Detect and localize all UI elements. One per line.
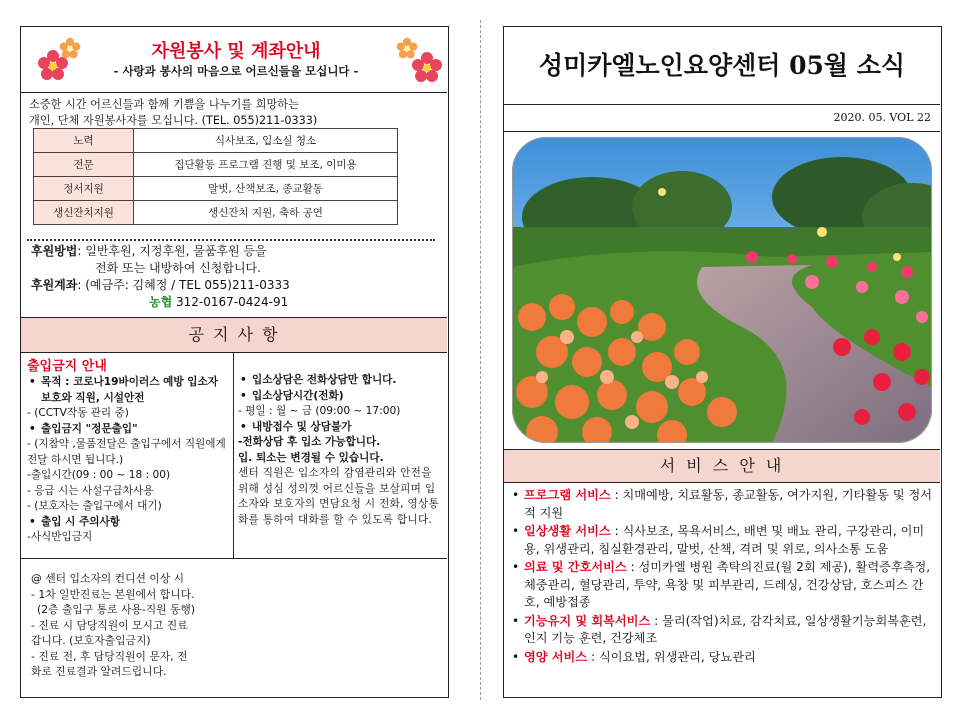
list-item: - (CCTV작동 관리 중) bbox=[27, 407, 129, 419]
notice-bottom: @ 센터 입소자의 컨디션 이상 시 - 1차 일반진료는 본원에서 합니다. (2층 출입구 통로 사용-직원 동행) - 진료 시 담당직원이 모시고 진료 갑니다. (보호자출입금지) - 진료 전, 후 담당직원이 문자, 전 화로 진료결과 알려드립니다. bbox=[31, 572, 196, 678]
list-item: • 입소상담은 전화상담만 합니다. bbox=[238, 373, 441, 389]
table-cell-desc: 식사보조, 입소실 청소 bbox=[134, 129, 398, 153]
notice-title: 공 지 사 항 bbox=[188, 325, 280, 344]
list-item: - 평일 : 월 ~ 금 (09:00 ~ 17:00) bbox=[238, 405, 401, 417]
right-panel bbox=[503, 26, 942, 698]
flower-icon bbox=[59, 37, 81, 59]
table-cell-type: 생신잔치지원 bbox=[34, 201, 134, 225]
list-item: -사식반입금지 bbox=[27, 531, 93, 543]
volunteer-table bbox=[33, 128, 398, 225]
list-item: • 출입금지 "정문출입" bbox=[27, 422, 227, 438]
table-cell-desc: 생신잔치 지원, 축하 공연 bbox=[134, 201, 398, 225]
notice-col-right bbox=[234, 353, 447, 559]
volunteer-header bbox=[21, 27, 447, 93]
issue-info: 2020. 05. VOL 22 bbox=[833, 111, 931, 124]
notice-title-bar bbox=[21, 317, 447, 353]
services-title: 서 비 스 안 내 bbox=[659, 456, 785, 475]
list-item: • 목적 : 코로나19바이러스 예방 입소자 보호와 직원, 시설안전 bbox=[27, 375, 227, 406]
volunteer-subtitle: - 사랑과 봉사의 마음으로 어르신들을 모십니다 - bbox=[113, 64, 359, 78]
list-item: • 내방접수 및 상담불가 bbox=[238, 420, 441, 436]
table-row bbox=[34, 201, 398, 225]
volunteer-intro: 소중한 시간 어르신들과 함께 기쁨을 나누기를 희망하는 개인, 단체 자원봉사자를 모십니다. (TEL. 055)211-0333) bbox=[29, 98, 318, 127]
fold-line bbox=[480, 20, 481, 700]
services-title-bar bbox=[504, 449, 940, 483]
list-item: • 영양 서비스 : 식이요법, 위생관리, 당뇨관리 bbox=[510, 649, 934, 667]
rose-garden-photo bbox=[512, 137, 932, 443]
notice-col-left bbox=[21, 353, 234, 559]
list-item: - (지참약 ,물품전달은 출입구에서 직원에게 전달 하시면 됩니다.) bbox=[27, 438, 226, 466]
table-cell-type: 전문 bbox=[34, 153, 134, 177]
list-item: -출입시간(09 : 00 ~ 18 : 00) bbox=[27, 469, 171, 481]
newsletter-title: 성미카엘노인요양센터 05월 소식 bbox=[504, 27, 940, 105]
list-item: - 응급 시는 사설구급차사용 bbox=[27, 484, 154, 497]
notice-body: 센터 직원은 입소자의 감염관리와 안전을 위해 성심 성의껏 어르신들을 보살피며 입소자와 보호자의 면담요청 시 전화, 영상통화를 통하여 대화를 할 수 있도록 합니다. bbox=[238, 467, 440, 526]
left-panel bbox=[20, 26, 449, 698]
donation-info: 후원방법: 일반후원, 지정후원, 물품후원 등을 전화 또는 내방하여 신청합니다. 후원계좌: (예금주: 김혜정 / TEL 055)211-0333 농협 312-0167-0424-91 bbox=[31, 244, 290, 309]
table-row bbox=[34, 129, 398, 153]
table-cell-desc: 말벗, 산책보조, 종교활동 bbox=[134, 177, 398, 201]
bank-name: 농협 bbox=[149, 295, 173, 309]
volunteer-title: 자원봉사 및 계좌안내 bbox=[151, 41, 321, 62]
entry-ban-heading: 출입금지 안내 bbox=[27, 359, 107, 374]
list-item: • 의료 및 간호서비스 : 성미카엘 병원 촉탁의진료(월 2회 제공), 활력증후측정, 체중관리, 혈당관리, 투약, 욕창 및 피부관리, 드레싱, 건강상담, 호스피스 간호, 예방접종 bbox=[510, 559, 934, 612]
list-item: - (보호자는 출입구에서 대기) bbox=[27, 500, 162, 512]
list-item: 입. 퇴소는 변경될 수 있습니다. bbox=[238, 451, 384, 464]
table-row bbox=[34, 177, 398, 201]
table-cell-type: 정서지원 bbox=[34, 177, 134, 201]
flower-icon bbox=[411, 51, 443, 83]
list-item: • 기능유지 및 회복서비스 : 물리(작업)치료, 감각치료, 일상생활기능회복훈련, 인지 기능 훈련, 건강체조 bbox=[510, 613, 934, 648]
issue-divider bbox=[504, 131, 940, 132]
list-item: • 출입 시 주의사항 bbox=[27, 515, 227, 531]
table-cell-desc: 집단활동 프로그램 진행 및 보조, 이미용 bbox=[134, 153, 398, 177]
table-row bbox=[34, 153, 398, 177]
services-list bbox=[510, 487, 934, 666]
list-item: -전화상담 후 입소 가능합니다. bbox=[238, 436, 381, 448]
table-cell-type: 노력 bbox=[34, 129, 134, 153]
list-item: • 일상생활 서비스 : 식사보조, 목욕서비스, 배변 및 배뇨 관리, 구강관리, 이미용, 위생관리, 침실환경관리, 말벗, 산책, 격려 및 위로, 의사소통 도움 bbox=[510, 523, 934, 558]
list-item: • 입소상담시간(전화) bbox=[238, 389, 441, 405]
list-item: • 프로그램 서비스 : 치매예방, 치료활동, 종교활동, 여가지원, 기타활동 및 정서적 지원 bbox=[510, 487, 934, 522]
account-number: 312-0167-0424-91 bbox=[172, 295, 289, 309]
dotted-divider bbox=[27, 239, 435, 241]
